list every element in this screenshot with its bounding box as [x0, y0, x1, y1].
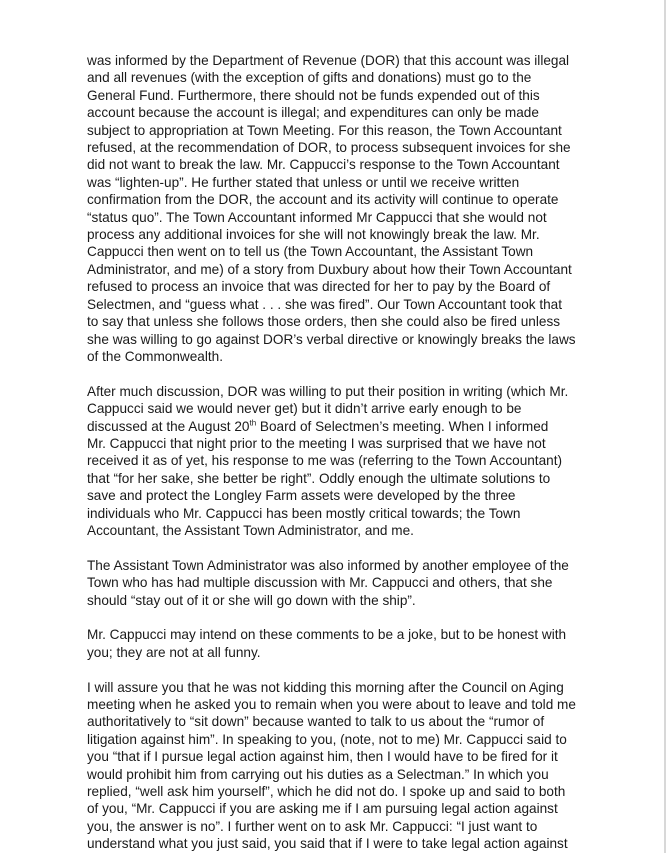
paragraph-not-funny — [87, 626, 627, 661]
text-line: Cappucci then went on to tell us (the Town Accountant, the Assistant Town — [87, 244, 534, 260]
text-line: should “stay out of it or she will go down with the ship”. — [87, 592, 416, 608]
text-line: replied, “well ask him yourself”, which he did not do. I spoke up and said to both — [87, 784, 566, 799]
text-line: meeting when he asked you to remain when you were about to leave and told me — [87, 696, 576, 712]
text-line: was informed by the Department of Revenue (DOR) that this account was illegal — [87, 53, 570, 68]
text-line: individuals who Mr. Cappucci has been mostly critical towards; the Town — [87, 505, 521, 521]
text-line: Mr. Cappucci that night prior to the meeting I was surprised that we have not — [87, 435, 546, 451]
text-line: would prohibit him from carrying out his duties as a Selectman.” In which you — [87, 766, 549, 782]
text-line: Accountant, the Assistant Town Administrator, and me. — [87, 522, 414, 538]
text-line: to say that unless she follows those orders, then she could also be fired unless — [87, 314, 561, 330]
paragraph-council-on-aging — [87, 679, 627, 853]
ordinal-superscript: th — [249, 417, 257, 427]
text-line: was “lighten-up”. He further stated that unless or until we receive written — [87, 174, 520, 190]
text-line: litigation against him”. In speaking to you, (note, not to me) Mr. Cappucci said to — [87, 731, 567, 747]
document-body — [87, 52, 627, 853]
text-line: process any additional invoices for she will not knowingly break the law. Mr. — [87, 227, 540, 243]
text-line: she was willing to go against DOR’s verbal directive or knowingly breaks the laws — [87, 331, 576, 347]
text-line: The Assistant Town Administrator was also informed by another employee of the — [87, 557, 569, 573]
text-line: understand what you just said, you said that if I were to take legal action against — [87, 836, 568, 852]
text-line: save and protect the Longley Farm assets were developed by the three — [87, 488, 516, 504]
text-line: Administrator, and me) of a story from Duxbury about how their Town Accountant — [87, 261, 572, 277]
text-line: confirmation from the DOR, the account and its activity will continue to operate — [87, 192, 559, 208]
text-line-with-superscript — [87, 418, 627, 435]
text-line: of the Commonwealth. — [87, 348, 224, 364]
text-line: of you, “Mr. Cappucci if you are asking me if I am pursuing legal action against — [87, 801, 558, 817]
text-line: you; they are not at all funny. — [87, 644, 261, 660]
text-line: After much discussion, DOR was willing to put their position in writing (which Mr. — [87, 383, 569, 399]
text-line: Mr. Cappucci may intend on these comments to be a joke, but to be honest with — [87, 627, 567, 643]
text-segment: discussed at the August 20 — [87, 418, 250, 434]
paragraph-dor-writing — [87, 383, 627, 540]
text-line: refused, at the recommendation of DOR, to process subsequent invoices for she — [87, 140, 571, 156]
text-line: I will assure you that he was not kidding this morning after the Council on Aging — [87, 679, 564, 695]
text-line: received it as of yet, his response to me was (referring to the Town Accountant) — [87, 453, 563, 469]
text-line: Cappucci said we would never get) but it didn’t arrive early enough to be — [87, 401, 522, 417]
text-line: you, the answer is no”. I further went on to ask Mr. Cappucci: “I just want to — [87, 818, 538, 834]
text-segment: Board of Selectmen’s meeting. When I informed — [256, 418, 549, 434]
text-line: did not want to break the law. Mr. Cappucci’s response to the Town Accountant — [87, 157, 560, 173]
text-line: you “that if I pursue legal action against him, then I would have to be fired for it — [87, 749, 558, 765]
text-line: authoritatively to “sit down” because wanted to talk to us about the “rumor of — [87, 714, 545, 730]
text-line: “status quo”. The Town Accountant informed Mr Cappucci that she would not — [87, 209, 547, 225]
paragraph-dor-account — [87, 52, 627, 365]
text-line: and all revenues (with the exception of gifts and donations) must go to the — [87, 70, 532, 86]
text-line: account because the account is illegal; and expenditures can only be made — [87, 105, 539, 121]
text-line: Selectmen, and “guess what . . . she was fired”. Our Town Accountant took that — [87, 296, 563, 312]
text-line: subject to appropriation at Town Meeting. For this reason, the Town Accountant — [87, 122, 562, 138]
text-line: that “for her sake, she better be right”. Oddly enough the ultimate solutions to — [87, 470, 551, 486]
text-line: Town who has had multiple discussion with Mr. Cappucci and others, that she — [87, 575, 553, 591]
paragraph-assistant-administrator — [87, 557, 627, 609]
text-line: refused to process an invoice that was directed for her to pay by the Board of — [87, 279, 551, 295]
text-line: General Fund. Furthermore, there should not be funds expended out of this — [87, 87, 540, 103]
